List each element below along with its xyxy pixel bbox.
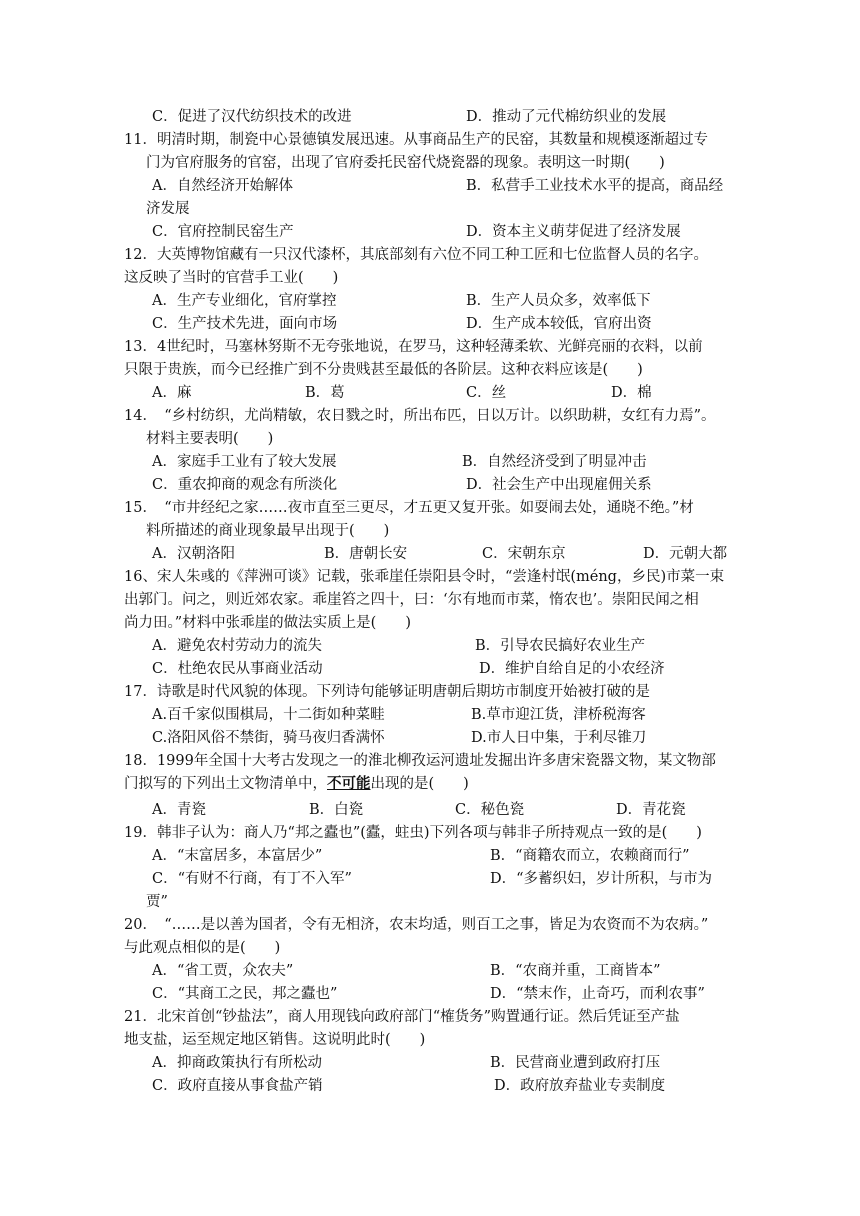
q14-option-b: B．自然经济受到了明显冲击: [462, 454, 647, 470]
q18-stem-line2-post: 出现的是( ): [370, 776, 469, 792]
q13-option-b: B．葛: [305, 385, 345, 401]
q18-stem-line2-pre: 门拟写的下列出土文物清单中，: [124, 776, 327, 792]
q14-option-d: D．社会生产中出现雇佣关系: [466, 477, 652, 493]
q17-option-d: D.市人日中集，于利尽锥刀: [471, 730, 647, 746]
q11-option-b-cont: 济发展: [146, 201, 190, 217]
q16-option-a: A．避免农村劳动力的流失: [152, 638, 322, 654]
q13-option-a: A．麻: [152, 385, 192, 401]
q14-option-c: C．重农抑商的观念有所淡化: [152, 477, 338, 493]
q18-stem-line2: [124, 773, 469, 795]
q12-stem-line2: 这反映了当时的官营手工业( ): [124, 270, 339, 286]
q19-option-a: A．“末富居多，本富居少”: [152, 848, 323, 864]
q17-stem-line1: 17．诗歌是时代风貌的体现。下列诗句能够证明唐朝后期坊市制度开始被打破的是: [124, 684, 650, 700]
q20-option-a: A．“省工贾，众农夫”: [152, 963, 294, 979]
q15-option-b: B．唐朝长安: [324, 546, 408, 562]
q16-stem-line2: 出郭门。问之，则近郊农家。乖崖笞之四十，曰：‘尔有地而市菜，惰农也’。崇阳民闻之相: [124, 592, 699, 608]
q17-option-c: C.洛阳风俗不禁街，骑马夜归香满怀: [152, 730, 385, 746]
q16-option-b: B．引导农民搞好农业生产: [475, 638, 646, 654]
q20-option-d: D．“禁末作，止奇巧，而利农事”: [490, 986, 705, 1002]
q19-option-c: C．“有财不行商，有丁不入军”: [152, 871, 352, 887]
q14-stem-line2: 材料主要表明( ): [146, 431, 274, 447]
q16-option-c: C．杜绝农民从事商业活动: [152, 661, 323, 677]
q15-option-d: D．元朝大都: [643, 546, 728, 562]
q14-stem-line1: 14． “乡村纺织，尤尚精敏，农日戮之时，所出布匹，日以万计。以织助耕，女红有力焉”。: [124, 408, 716, 424]
q18-option-c: C．秘色瓷: [455, 802, 525, 818]
q18-stem-line1: 18．1999年全国十大考古发现之一的淮北柳孜运河遗址发掘出许多唐宋瓷器文物，某文物部: [124, 753, 716, 769]
q15-option-c: C．宋朝东京: [482, 546, 566, 562]
q12-option-a: A．生产专业细化，官府掌控: [152, 293, 337, 309]
q11-option-c: C．官府控制民窑生产: [152, 224, 294, 240]
q11-stem-line1: 11．明清时期，制瓷中心景德镇发展迅速。从事商品生产的民窑，其数量和规模逐渐超过专: [124, 132, 708, 148]
q12-option-b: B．生产人员众多，效率低下: [466, 293, 651, 309]
q12-option-c: C．生产技术先进，面向市场: [152, 316, 338, 332]
q21-option-b: B．民营商业遭到政府打压: [490, 1055, 661, 1071]
q21-option-d: D．政府放弃盐业专卖制度: [494, 1078, 666, 1094]
q15-option-a: A．汉朝洛阳: [152, 546, 235, 562]
q19-option-d-cont: 贾”: [146, 894, 168, 910]
q18-emphasis-not-possible: 不可能: [327, 775, 371, 792]
q11-option-d: D．资本主义萌芽促进了经济发展: [466, 224, 681, 240]
q17-option-b: B.草市迎江货，津桥税海客: [471, 707, 646, 723]
q13-stem-line1: 13．4世纪时，马塞林努斯不无夸张地说，在罗马，这种轻薄柔软、光鲜亮丽的衣料，以前: [124, 339, 703, 355]
q19-stem-line1: 19．韩非子认为：商人乃“邦之蠹也”(蠹，蛀虫)下列各项与韩非子所持观点一致的是( ): [124, 825, 702, 841]
q11-option-a: A．自然经济开始解体: [152, 178, 293, 194]
q12-option-d: D．生产成本较低，官府出资: [466, 316, 652, 332]
q21-stem-line2: 地支盐，运至规定地区销售。这说明此时( ): [124, 1032, 426, 1048]
q18-option-a: A．青瓷: [152, 802, 206, 818]
q15-stem-line1: 15． “市井经纪之家……夜市直至三更尽，才五更又复开张。如耍闹去处，通晓不绝。”材: [124, 500, 694, 516]
q18-option-b: B．白瓷: [309, 802, 364, 818]
q20-stem-line1: 20． “……是以善为国者，令有无相济，农末均适，则百工之事，皆足为农资而不为农病。”: [124, 917, 709, 933]
q20-stem-line2: 与此观点相似的是( ): [124, 940, 281, 956]
q19-option-b: B．“商籍农而立，农赖商而行”: [490, 848, 690, 864]
q13-option-c: C．丝: [466, 385, 507, 401]
q16-option-d: D．维护自给自足的小农经济: [479, 661, 665, 677]
q14-option-a: A．家庭手工业有了较大发展: [152, 454, 337, 470]
q21-option-c: C．政府直接从事食盐产销: [152, 1078, 323, 1094]
q21-option-a: A．抑商政策执行有所松动: [152, 1055, 322, 1071]
q15-stem-line2: 料所描述的商业现象最早出现于( ): [146, 523, 390, 539]
q13-stem-line2: 只限于贵族，而今已经推广到不分贵贱甚至最低的各阶层。这种衣料应该是( ): [124, 362, 643, 378]
q18-option-d: D．青花瓷: [616, 802, 686, 818]
q10-option-d: D．推动了元代棉纺织业的发展: [466, 109, 667, 125]
q13-option-d: D．棉: [611, 385, 652, 401]
q11-option-b: B．私营手工业技术水平的提高，商品经: [466, 178, 724, 194]
q17-option-a: A.百千家似围棋局，十二街如种菜畦: [152, 707, 385, 723]
q20-option-b: B．“农商并重，工商皆本”: [490, 963, 661, 979]
q20-option-c: C．“其商工之民，邦之蠹也”: [152, 986, 338, 1002]
q19-option-d: D．“多蓄织妇，岁计所积，与市为: [490, 871, 713, 887]
q10-option-c: C．促进了汉代纺织技术的改进: [152, 109, 352, 125]
q16-stem-line3: 尚力田。”材料中张乖崖的做法实质上是( ): [124, 615, 411, 631]
q16-stem-line1: 16、宋人朱彧的《萍洲可谈》记载，张乖崖任崇阳县令时，“尝逢村氓(méng，乡民)市菜一束: [124, 569, 725, 585]
q12-stem-line1: 12．大英博物馆藏有一只汉代漆杯，其底部刻有六位不同工种工匠和七位监督人员的名字。: [124, 247, 708, 263]
q11-stem-line2: 门为官府服务的官窑，出现了官府委托民窑代烧瓷器的现象。表明这一时期( ): [146, 155, 665, 171]
q21-stem-line1: 21．北宋首创“钞盐法”，商人用现钱向政府部门“榷货务”购置通行证。然后凭证至产盐: [124, 1009, 680, 1025]
